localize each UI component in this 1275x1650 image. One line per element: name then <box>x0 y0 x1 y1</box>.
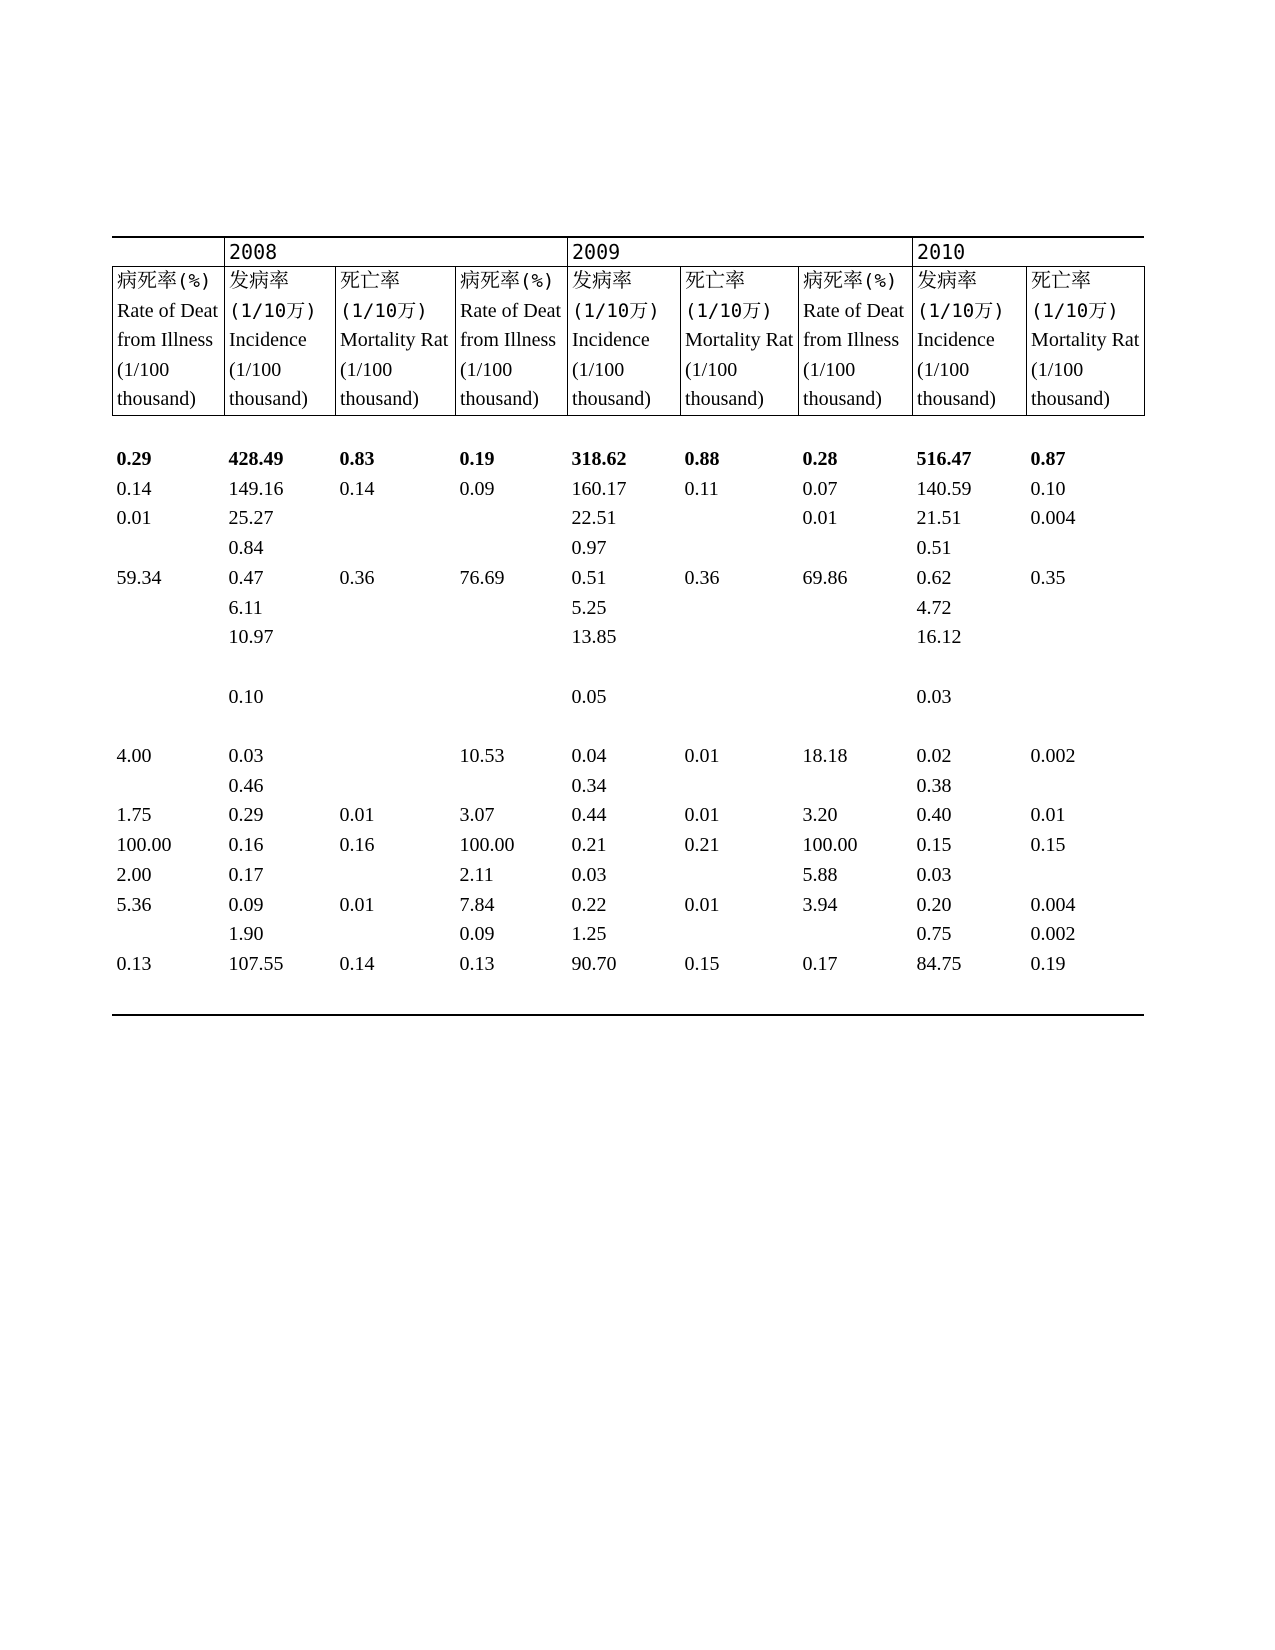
table-row <box>113 534 1145 564</box>
table-cell[interactable]: 0.47 <box>228 566 264 589</box>
table-cell[interactable]: 0.19 <box>1030 952 1066 975</box>
table-cell[interactable]: 0.62 <box>916 566 952 589</box>
header-en-line: (1/100 <box>460 358 513 381</box>
year-2009-cell[interactable]: 2009 <box>568 238 913 267</box>
table-cell[interactable] <box>1027 623 1145 653</box>
header-cn-label <box>572 267 680 297</box>
table-cell[interactable]: 0.13 <box>116 952 152 975</box>
table-cell[interactable] <box>568 653 681 683</box>
year-2008-cell[interactable]: 2008 <box>225 238 568 267</box>
table-cell[interactable] <box>1027 534 1145 564</box>
year-empty-cell <box>113 238 225 267</box>
table-cell[interactable]: 0.51 <box>916 537 952 560</box>
header-en-line: (1/100 <box>340 358 393 381</box>
table-row <box>113 504 1145 534</box>
table-cell[interactable]: 84.75 <box>916 952 962 975</box>
table-cell[interactable] <box>456 712 568 742</box>
table-cell[interactable]: 0.004 <box>1030 893 1076 916</box>
header-en-line: (1/100 <box>917 358 970 381</box>
header-unit: (1/10万) <box>340 299 428 322</box>
table-cell[interactable]: 0.03 <box>228 745 264 767</box>
table-cell[interactable]: 0.01 <box>684 745 720 767</box>
table-cell[interactable]: 0.04 <box>571 745 607 767</box>
table-cell[interactable]: 69.86 <box>802 566 848 589</box>
table-cell[interactable]: 0.13 <box>459 952 495 975</box>
table-row <box>113 712 1145 742</box>
header-cn-label <box>917 267 1026 297</box>
table-cell[interactable]: 0.05 <box>571 685 607 708</box>
table-cell[interactable] <box>681 683 799 713</box>
header-cn-label <box>803 267 912 297</box>
table-cell[interactable]: 100.00 <box>802 834 858 857</box>
table-cell[interactable]: 59.34 <box>116 566 162 589</box>
header-en-line: thousand) <box>229 388 308 410</box>
header-en-line: thousand) <box>803 388 882 410</box>
header-en-line: thousand) <box>572 388 651 410</box>
table-cell[interactable]: 0.09 <box>459 477 495 500</box>
table-cell[interactable]: 318.62 <box>571 448 627 470</box>
table-cell[interactable]: 0.03 <box>916 863 952 886</box>
header-cn-text: 病死率 <box>460 270 520 292</box>
table-cell[interactable]: 16.12 <box>916 626 962 649</box>
header-cn-text: 死亡率 <box>340 270 400 292</box>
header-en-line: thousand) <box>117 388 196 410</box>
year-row <box>113 238 1145 267</box>
table-cell[interactable]: 5.88 <box>802 863 838 886</box>
table-cell[interactable]: 0.34 <box>571 774 607 797</box>
table-cell[interactable] <box>799 653 913 683</box>
table-cell[interactable]: 0.87 <box>1030 448 1066 470</box>
table-cell[interactable] <box>456 594 568 624</box>
header-en-line: Incidence <box>229 329 307 351</box>
table-row <box>113 772 1145 802</box>
table-cell[interactable] <box>113 772 225 802</box>
table-cell[interactable]: 0.35 <box>1030 566 1066 589</box>
table-cell[interactable]: 0.09 <box>459 923 495 946</box>
table-cell[interactable]: 0.36 <box>339 566 375 589</box>
table-cell[interactable]: 0.17 <box>228 863 264 886</box>
table-cell[interactable] <box>336 504 456 534</box>
header-cn-text: 病死率 <box>803 270 864 292</box>
header-unit: (%) <box>177 270 212 292</box>
table-cell[interactable]: 3.07 <box>459 804 495 827</box>
header-en-line: Mortality Rat <box>685 329 794 351</box>
table-cell[interactable] <box>113 594 225 624</box>
table-cell[interactable] <box>336 683 456 713</box>
table-cell[interactable]: 100.00 <box>116 834 172 857</box>
table-row <box>113 950 1145 980</box>
table-cell[interactable]: 3.20 <box>802 804 838 827</box>
table-cell[interactable] <box>336 653 456 683</box>
header-cn-text: 死亡率 <box>1031 270 1092 292</box>
table-cell[interactable]: 0.03 <box>571 863 607 886</box>
header-unit: (1/10万) <box>229 299 317 322</box>
header-cn-label <box>1031 267 1144 297</box>
table-cell[interactable] <box>456 504 568 534</box>
table-cell[interactable]: 4.00 <box>116 745 152 767</box>
year-2010-cell[interactable]: 2010 <box>913 238 1145 267</box>
header-cn-label <box>685 267 798 297</box>
table-cell[interactable]: 428.49 <box>228 448 284 470</box>
spacer-row <box>113 416 1145 446</box>
table-cell[interactable] <box>681 623 799 653</box>
table-cell[interactable]: 149.16 <box>228 477 284 500</box>
table-cell[interactable]: 0.15 <box>916 834 952 857</box>
table-cell[interactable] <box>113 920 225 950</box>
table-row <box>113 475 1145 505</box>
table-cell[interactable]: 2.00 <box>116 863 152 886</box>
table-cell[interactable]: 1.90 <box>228 923 264 946</box>
table-cell[interactable] <box>799 594 913 624</box>
header-unit: (%) <box>863 270 898 292</box>
table-cell[interactable] <box>336 772 456 802</box>
table-cell[interactable] <box>681 594 799 624</box>
header-cell[interactable] <box>113 267 225 416</box>
table-cell[interactable]: 0.01 <box>802 507 838 530</box>
header-cn-text: 病死率 <box>117 270 177 292</box>
table-cell[interactable]: 10.53 <box>459 745 505 767</box>
table-cell[interactable] <box>225 712 336 742</box>
table-cell[interactable] <box>681 861 799 891</box>
table-cell[interactable]: 10.97 <box>228 626 274 649</box>
table-cell[interactable] <box>1027 683 1145 713</box>
table-cell[interactable]: 140.59 <box>916 477 972 500</box>
table-cell[interactable] <box>799 534 913 564</box>
table-cell[interactable]: 0.11 <box>684 477 719 500</box>
table-cell[interactable]: 7.84 <box>459 893 495 916</box>
table-cell[interactable] <box>336 861 456 891</box>
table-cell[interactable]: 0.21 <box>684 834 720 857</box>
header-en-line: thousand) <box>685 388 764 410</box>
table-cell[interactable]: 0.36 <box>684 566 720 589</box>
header-cn-text: 死亡率 <box>685 270 746 292</box>
header-unit: (%) <box>520 270 555 292</box>
table-cell[interactable]: 0.004 <box>1030 507 1076 530</box>
table-cell[interactable]: 0.15 <box>684 952 720 975</box>
table-cell[interactable]: 90.70 <box>571 952 617 975</box>
table-cell[interactable]: 0.14 <box>116 477 152 500</box>
table-cell[interactable]: 0.97 <box>571 537 607 560</box>
table-cell[interactable] <box>681 712 799 742</box>
table-cell[interactable] <box>113 534 225 564</box>
table-cell[interactable]: 516.47 <box>916 448 972 470</box>
table-cell[interactable]: 107.55 <box>228 952 284 975</box>
table-cell[interactable] <box>456 653 568 683</box>
table-cell[interactable]: 0.46 <box>228 774 264 797</box>
header-cell[interactable] <box>681 267 799 416</box>
header-en-line: (1/100 <box>1031 358 1084 381</box>
table-cell[interactable]: 0.002 <box>1030 745 1076 767</box>
table-cell[interactable]: 0.28 <box>802 448 838 470</box>
table-row <box>113 742 1145 772</box>
table-cell[interactable]: 4.72 <box>916 596 952 619</box>
header-en-line: Rate of Deat <box>460 299 562 322</box>
table-row <box>113 564 1145 594</box>
header-unit: (1/10万) <box>572 299 660 322</box>
table-row <box>113 891 1145 921</box>
table-cell[interactable] <box>681 772 799 802</box>
table-cell[interactable] <box>913 653 1027 683</box>
table-cell[interactable] <box>681 653 799 683</box>
table-cell[interactable] <box>681 534 799 564</box>
table-cell[interactable]: 0.09 <box>228 893 264 916</box>
table-cell[interactable]: 0.75 <box>916 923 952 946</box>
table-cell[interactable] <box>1027 594 1145 624</box>
table-cell[interactable]: 0.02 <box>916 745 952 767</box>
table-cell[interactable] <box>225 653 336 683</box>
table-cell[interactable]: 0.01 <box>339 893 375 916</box>
table-cell[interactable] <box>456 683 568 713</box>
header-cn-label <box>340 267 455 297</box>
table-cell[interactable]: 0.01 <box>116 507 152 530</box>
table-row <box>113 920 1145 950</box>
table-cell[interactable] <box>113 712 225 742</box>
table-row <box>113 801 1145 831</box>
table-cell[interactable]: 0.07 <box>802 477 838 500</box>
header-en-line: thousand) <box>917 388 996 410</box>
header-cn-text: 发病率 <box>229 270 289 292</box>
table-cell[interactable] <box>336 712 456 742</box>
table-cell[interactable]: 0.03 <box>916 685 952 708</box>
header-cn-text: 发病率 <box>572 270 633 292</box>
table-cell[interactable] <box>913 712 1027 742</box>
table-cell[interactable]: 25.27 <box>228 507 274 530</box>
table-cell[interactable] <box>336 534 456 564</box>
table-cell[interactable] <box>799 712 913 742</box>
table-cell[interactable]: 0.29 <box>116 448 152 470</box>
table-cell[interactable]: 0.44 <box>571 804 607 827</box>
header-unit: (1/10万) <box>1031 299 1119 322</box>
table-row <box>113 594 1145 624</box>
table-cell[interactable]: 0.21 <box>571 834 607 857</box>
table-cell[interactable]: 0.16 <box>339 834 375 857</box>
table-cell[interactable]: 1.75 <box>116 804 152 827</box>
header-en-line: thousand) <box>340 388 419 410</box>
header-cell[interactable] <box>1027 267 1145 416</box>
table-cell[interactable]: 21.51 <box>916 507 962 530</box>
table-row <box>113 683 1145 713</box>
table-cell[interactable] <box>113 653 225 683</box>
table-cell[interactable]: 76.69 <box>459 566 505 589</box>
header-en-line: (1/100 <box>685 358 738 381</box>
table-cell[interactable]: 0.17 <box>802 952 838 975</box>
header-en-line: from Illness <box>117 329 214 351</box>
table-cell[interactable] <box>113 683 225 713</box>
header-en-line: (1/100 <box>572 358 625 381</box>
table-cell[interactable]: 100.00 <box>459 834 515 857</box>
table-cell[interactable]: 160.17 <box>571 477 627 500</box>
header-en-line: thousand) <box>1031 388 1110 410</box>
table-cell[interactable]: 3.94 <box>802 893 838 916</box>
table-cell[interactable]: 1.25 <box>571 923 607 946</box>
table-cell[interactable]: 0.51 <box>571 566 607 589</box>
table-cell[interactable] <box>681 920 799 950</box>
table-cell[interactable] <box>336 623 456 653</box>
header-row <box>113 267 1145 416</box>
header-cell[interactable] <box>336 267 456 416</box>
table-cell[interactable]: 18.18 <box>802 745 848 767</box>
table-cell[interactable] <box>1027 861 1145 891</box>
table-cell[interactable]: 0.16 <box>228 834 264 857</box>
table-row <box>113 861 1145 891</box>
header-en-line: Mortality Rat <box>340 329 449 351</box>
header-en-line: thousand) <box>460 388 539 410</box>
table-cell[interactable]: 0.19 <box>459 448 495 470</box>
header-unit: (1/10万) <box>685 299 773 322</box>
table-cell[interactable] <box>681 504 799 534</box>
header-cell[interactable] <box>225 267 336 416</box>
table-cell[interactable]: 2.11 <box>459 863 494 886</box>
header-unit: (1/10万) <box>917 299 1005 322</box>
table-cell[interactable]: 0.88 <box>684 448 720 470</box>
header-cn-label <box>117 267 224 297</box>
table-cell[interactable] <box>1027 772 1145 802</box>
table-cell[interactable] <box>799 920 913 950</box>
table-cell[interactable]: 22.51 <box>571 507 617 530</box>
header-en-line: Incidence <box>917 329 995 351</box>
table-cell[interactable]: 0.22 <box>571 893 607 916</box>
header-en-line: Incidence <box>572 329 650 351</box>
header-en-line: Rate of Deat <box>803 299 905 322</box>
table-cell[interactable]: 0.15 <box>1030 834 1066 857</box>
table-cell[interactable]: 0.20 <box>916 893 952 916</box>
header-cell[interactable] <box>568 267 681 416</box>
header-en-line: (1/100 <box>117 358 170 381</box>
table-cell[interactable]: 6.11 <box>228 596 263 619</box>
table-cell[interactable]: 0.40 <box>916 804 952 827</box>
table-cell[interactable] <box>456 772 568 802</box>
header-cn-text: 发病率 <box>917 270 978 292</box>
table-cell[interactable]: 0.38 <box>916 774 952 797</box>
table-cell[interactable] <box>336 742 456 772</box>
header-en-line: (1/100 <box>803 358 856 381</box>
table-row <box>113 445 1145 475</box>
table-row <box>113 831 1145 861</box>
header-cn-label <box>460 267 567 297</box>
table-cell[interactable]: 0.14 <box>339 477 375 500</box>
table-cell[interactable] <box>456 623 568 653</box>
table-cell[interactable]: 0.10 <box>228 685 264 708</box>
table-cell[interactable]: 0.84 <box>228 537 264 560</box>
table-cell[interactable] <box>1027 712 1145 742</box>
table-cell[interactable] <box>336 920 456 950</box>
header-cn-label <box>229 267 335 297</box>
table-row <box>113 653 1145 683</box>
table-cell[interactable]: 0.10 <box>1030 477 1066 500</box>
header-en-line: from Illness <box>460 329 557 351</box>
table-cell[interactable]: 0.01 <box>339 804 375 827</box>
table-cell[interactable]: 0.01 <box>684 893 720 916</box>
table-cell[interactable]: 0.29 <box>228 804 264 827</box>
header-en-line: Mortality Rat <box>1031 329 1140 351</box>
table-cell[interactable]: 5.36 <box>116 893 152 916</box>
bottom-rule <box>112 1014 1144 1016</box>
header-en-line: (1/100 <box>229 358 282 381</box>
table-cell[interactable] <box>1027 653 1145 683</box>
table-cell[interactable] <box>336 594 456 624</box>
table-row <box>113 623 1145 653</box>
header-en-line: from Illness <box>803 329 900 351</box>
table-cell[interactable] <box>456 534 568 564</box>
table-cell[interactable]: 0.01 <box>1030 804 1066 827</box>
table-cell[interactable]: 13.85 <box>571 626 617 649</box>
table-cell[interactable]: 0.14 <box>339 952 375 975</box>
header-cell[interactable] <box>456 267 568 416</box>
table-cell[interactable] <box>799 683 913 713</box>
table-cell[interactable]: 5.25 <box>571 596 607 619</box>
table-cell[interactable]: 0.01 <box>684 804 720 827</box>
table-cell[interactable] <box>799 623 913 653</box>
table-cell[interactable]: 0.002 <box>1030 923 1076 946</box>
header-cell[interactable] <box>799 267 913 416</box>
table-cell[interactable]: 0.83 <box>339 448 375 470</box>
header-en-line: Rate of Deat <box>117 299 219 322</box>
header-cell[interactable] <box>913 267 1027 416</box>
table-cell[interactable] <box>568 712 681 742</box>
rates-table <box>112 238 1145 980</box>
table-cell[interactable] <box>113 623 225 653</box>
table-cell[interactable] <box>799 772 913 802</box>
